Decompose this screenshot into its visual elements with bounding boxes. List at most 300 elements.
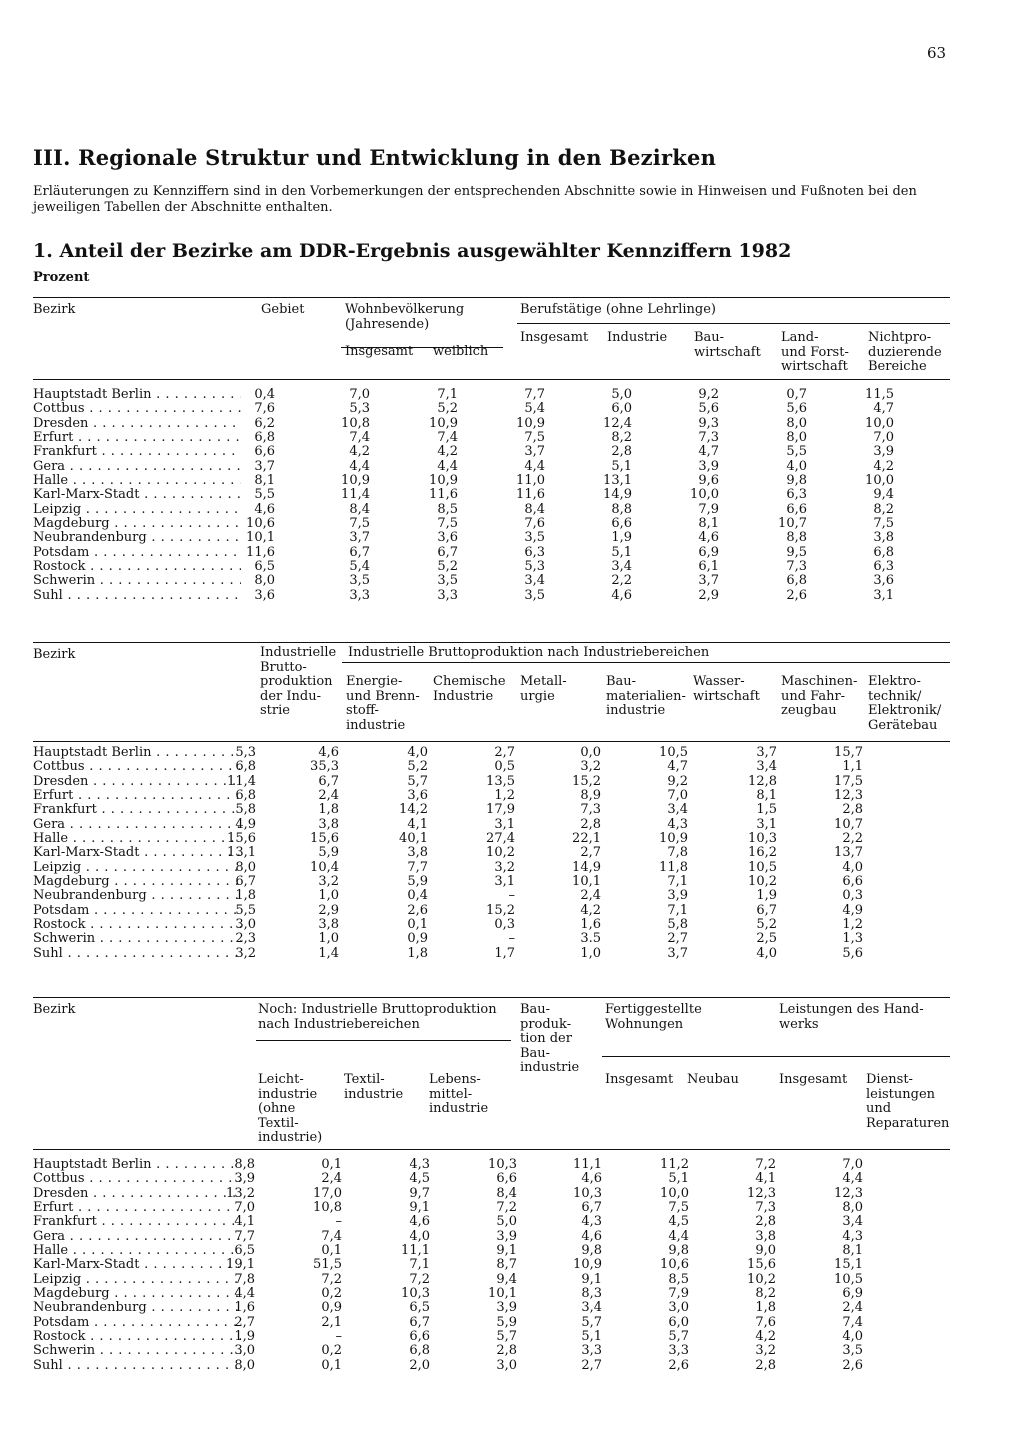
table-cell: 6,7 — [349, 544, 370, 560]
table-cell: 2,2 — [842, 830, 863, 846]
table-cell: 4,5 — [409, 1171, 430, 1187]
table-cell: 5,7 — [581, 1314, 602, 1330]
table-cell: 1,9 — [756, 888, 777, 904]
table-cell: 8,8 — [611, 501, 632, 517]
table-cell: 7,0 — [234, 1199, 255, 1215]
table-cell: 2,8 — [842, 802, 863, 818]
table-cell: 0,5 — [494, 759, 515, 775]
table-row — [33, 589, 950, 603]
table-cell: 11,5 — [865, 387, 894, 402]
bezirk-name: Hauptstadt Berlin . . . — [33, 388, 241, 402]
bezirk-name: Schwerin . . . — [33, 1344, 241, 1358]
table-cell: 7,6 — [755, 1314, 776, 1330]
span-rule — [256, 1040, 511, 1041]
table-cell: 2,4 — [842, 1300, 863, 1316]
table-cell: 8,4 — [524, 501, 545, 517]
table-cell: 6,0 — [611, 401, 632, 417]
table-cell: 0,2 — [321, 1285, 342, 1301]
header-bottom-rule — [33, 1149, 950, 1150]
table-row — [33, 932, 950, 946]
table-cell: 3,1 — [494, 816, 515, 832]
span-rule — [602, 1056, 950, 1057]
table-cell: 11,6 — [429, 487, 458, 503]
table-cell: 2,9 — [318, 902, 339, 918]
table-cell: 1,9 — [234, 1328, 255, 1344]
table-cell: 3,0 — [234, 1343, 255, 1359]
span-rule — [517, 323, 950, 324]
table-cell: 3,5 — [842, 1343, 863, 1359]
table-1 — [33, 297, 950, 607]
table-cell: 0,3 — [842, 888, 863, 904]
table-cell: 5,8 — [667, 916, 688, 932]
table-cell: 10,8 — [313, 1199, 342, 1215]
table-row — [33, 1344, 950, 1358]
table-cell: 7,4 — [321, 1228, 342, 1244]
table-cell: 9,8 — [581, 1242, 602, 1258]
table-cell: 10,2 — [748, 873, 777, 889]
table-cell: 6,2 — [254, 415, 275, 431]
table-cell: – — [508, 931, 515, 947]
table-cell: 17,9 — [486, 802, 515, 818]
table-cell: 7,7 — [407, 859, 428, 875]
table-cell: 3,0 — [668, 1300, 689, 1316]
table-cell: 6,1 — [698, 558, 719, 574]
table-cell: 8,0 — [786, 415, 807, 431]
table-cell: 5,2 — [437, 401, 458, 417]
table-cell: 3,6 — [254, 587, 275, 603]
table-cell: 4,2 — [349, 444, 370, 460]
header-wohnungen-neubau: Neubau — [687, 1072, 739, 1087]
table-cell: 1,8 — [755, 1300, 776, 1316]
table-row — [33, 1172, 950, 1186]
header-bezirk: Bezirk — [33, 647, 76, 662]
table-cell: 10,8 — [341, 415, 370, 431]
bezirk-name: Rostock . . . — [33, 560, 241, 574]
table-cell: 1,6 — [234, 1300, 255, 1316]
table-cell: 6,5 — [254, 558, 275, 574]
table-cell: 3,8 — [407, 845, 428, 861]
header-bauproduktion: Bau- produk- tion der Bau- industrie — [520, 1002, 580, 1075]
table-cell: 1,6 — [580, 916, 601, 932]
table-row — [33, 531, 950, 545]
table-cell: 4,0 — [842, 1328, 863, 1344]
intro-text: Erläuterungen zu Kennziffern sind in den Vorbemerkungen der entsprechenden Abschnitte sowie in Hinweisen und Fußnoten bei den jeweiligen Tabellen der Abschnitte enthalten. — [33, 184, 917, 215]
table-cell: 4,2 — [437, 444, 458, 460]
table-cell: 5,6 — [786, 401, 807, 417]
bezirk-name: Magdeburg . . . — [33, 875, 241, 889]
table-cell: 9,4 — [496, 1271, 517, 1287]
table-cell: 3,4 — [667, 802, 688, 818]
table-cell: 10,7 — [778, 515, 807, 531]
table-cell: 6,6 — [496, 1171, 517, 1187]
header-fertiggestellte-wohnungen: Fertiggestellte Wohnungen — [605, 1002, 702, 1032]
table-cell: 4,3 — [581, 1214, 602, 1230]
table-cell: 1,0 — [318, 931, 339, 947]
table-cell: 7,7 — [234, 1228, 255, 1244]
table-cell: – — [335, 1328, 342, 1344]
table-row — [33, 1316, 950, 1330]
bezirk-name: Cottbus . . . — [33, 1172, 241, 1186]
table-cell: 4,0 — [842, 859, 863, 875]
table-cell: 7,3 — [786, 558, 807, 574]
table-cell: 3,4 — [842, 1214, 863, 1230]
header-handwerk-insgesamt: Insgesamt — [779, 1072, 848, 1087]
table-cell: 7,9 — [668, 1285, 689, 1301]
table-cell: 8,1 — [254, 472, 275, 488]
table-cell: 4,7 — [873, 401, 894, 417]
table-cell: 8,9 — [580, 787, 601, 803]
table-cell: 4,6 — [254, 501, 275, 517]
table-cell: 6,5 — [234, 1242, 255, 1258]
table-row — [33, 560, 950, 574]
table-cell: 15,2 — [486, 902, 515, 918]
table-cell: 5,1 — [668, 1171, 689, 1187]
table-row — [33, 760, 950, 774]
header-elektrotechnik: Elektro- technik/ Elektronik/ Gerätebau — [868, 674, 942, 733]
table-cell: 0,9 — [407, 931, 428, 947]
table-row — [33, 503, 950, 517]
table-cell: 8,5 — [437, 501, 458, 517]
bezirk-name: Frankfurt . . . — [33, 803, 241, 817]
table-cell: 12,8 — [748, 773, 777, 789]
table-cell: 40,1 — [399, 830, 428, 846]
table-cell: 7,6 — [524, 515, 545, 531]
table-row — [33, 1230, 950, 1244]
table-cell: 3,6 — [437, 530, 458, 546]
table-cell: 2,5 — [756, 931, 777, 947]
table-cell: 10,2 — [486, 845, 515, 861]
table-cell: 5,8 — [235, 802, 256, 818]
table-cell: 4,1 — [407, 816, 428, 832]
header-maschinenbau: Maschinen- und Fahr- zeugbau — [781, 674, 858, 718]
table-cell: 8,3 — [581, 1285, 602, 1301]
table-cell: 5,9 — [318, 845, 339, 861]
table-3 — [33, 997, 950, 1377]
page-number: 63 — [927, 44, 947, 62]
table-cell: 10,7 — [834, 816, 863, 832]
table-row — [33, 1359, 950, 1373]
bezirk-name: Halle . . . — [33, 832, 241, 846]
header-wohn-insgesamt: Insgesamt — [345, 344, 414, 359]
table-cell: 51,5 — [313, 1257, 342, 1273]
table-cell: 2,7 — [234, 1314, 255, 1330]
table-cell: 9,0 — [755, 1242, 776, 1258]
table-top-rule — [33, 997, 950, 998]
table-cell: 7,4 — [349, 429, 370, 445]
table-cell: 10,1 — [572, 873, 601, 889]
table-cell: 7,3 — [755, 1199, 776, 1215]
table-cell: 14,9 — [603, 487, 632, 503]
table-cell: 3,7 — [349, 530, 370, 546]
table-cell: 8,8 — [786, 530, 807, 546]
table-row — [33, 1187, 950, 1201]
table-cell: 6,9 — [698, 544, 719, 560]
table-row — [33, 775, 950, 789]
table-cell: 7,5 — [873, 515, 894, 531]
bezirk-name: Neubrandenburg . . . — [33, 531, 241, 545]
table-cell: 2,7 — [581, 1357, 602, 1373]
table-cell: 7,9 — [698, 501, 719, 517]
table-cell: 10,9 — [516, 415, 545, 431]
table-row — [33, 445, 950, 459]
table-cell: 2,6 — [842, 1357, 863, 1373]
table-cell: 3,0 — [496, 1357, 517, 1373]
table-cell: 5,2 — [437, 558, 458, 574]
header-wohnungen-insgesamt: Insgesamt — [605, 1072, 674, 1087]
table-cell: 10,3 — [748, 830, 777, 846]
table-cell: 8,0 — [234, 1357, 255, 1373]
table-cell: 0,1 — [407, 916, 428, 932]
bezirk-name: Cottbus . . . — [33, 402, 241, 416]
table-cell: 3,7 — [524, 444, 545, 460]
table-cell: 6,8 — [873, 544, 894, 560]
table-cell: 6,7 — [437, 544, 458, 560]
table-cell: 1,8 — [318, 802, 339, 818]
table-cell: 7,2 — [496, 1199, 517, 1215]
bezirk-name: Gera . . . — [33, 818, 241, 832]
bezirk-name: Karl-Marx-Stadt . . . — [33, 1258, 241, 1272]
table-cell: 10,9 — [659, 830, 688, 846]
table-cell: 10,5 — [659, 745, 688, 760]
table-row — [33, 388, 950, 402]
header-leistungen-handwerk: Leistungen des Hand- werks — [779, 1002, 924, 1032]
table-cell: 3,6 — [873, 573, 894, 589]
bezirk-name: Cottbus . . . — [33, 760, 241, 774]
table-cell: 3,9 — [496, 1300, 517, 1316]
table-cell: 8,7 — [496, 1257, 517, 1273]
table-cell: 3,2 — [318, 873, 339, 889]
table-cell: 2,8 — [580, 816, 601, 832]
table-cell: 6,9 — [842, 1285, 863, 1301]
bezirk-name: Erfurt . . . — [33, 1201, 241, 1215]
table-cell: 6,3 — [873, 558, 894, 574]
table-cell: 2,1 — [321, 1314, 342, 1330]
table-cell: 4,4 — [349, 458, 370, 474]
section-title: III. Regionale Struktur und Entwicklung in den Bezirken — [33, 145, 717, 170]
table-row — [33, 474, 950, 488]
table-cell: 3,1 — [873, 587, 894, 603]
table-cell: 1,1 — [842, 759, 863, 775]
table-row — [33, 1258, 950, 1272]
table-row — [33, 875, 950, 889]
table-cell: 10,1 — [246, 530, 275, 546]
table-cell: 4,7 — [698, 444, 719, 460]
table-cell: 5,0 — [496, 1214, 517, 1230]
header-bezirk: Bezirk — [33, 302, 76, 317]
table-cell: 10,5 — [748, 859, 777, 875]
header-industrielle-bruttoproduktion: Industrielle Brutto- produktion der Indu- strie — [260, 645, 337, 718]
table-cell: 6,7 — [235, 873, 256, 889]
table-cell: 12,3 — [834, 1185, 863, 1201]
table-cell: 3,3 — [349, 587, 370, 603]
table-cell: 8,4 — [496, 1185, 517, 1201]
table-cell: 6,8 — [409, 1343, 430, 1359]
bezirk-name: Erfurt . . . — [33, 789, 241, 803]
table-cell: 9,1 — [496, 1242, 517, 1258]
table-cell: 7,5 — [349, 515, 370, 531]
table-2 — [33, 642, 950, 964]
table-cell: 11,6 — [246, 544, 275, 560]
table-cell: 10,9 — [429, 472, 458, 488]
table-row — [33, 889, 950, 903]
bezirk-name: Karl-Marx-Stadt . . . — [33, 846, 241, 860]
table-cell: 3,2 — [494, 859, 515, 875]
bezirk-name: Magdeburg . . . — [33, 517, 241, 531]
table-cell: 4,3 — [842, 1228, 863, 1244]
table-cell: 15,7 — [834, 745, 863, 760]
bezirk-name: Halle . . . — [33, 474, 241, 488]
table-cell: 2,8 — [755, 1357, 776, 1373]
table-cell: 4,6 — [581, 1228, 602, 1244]
table-cell: 3,3 — [668, 1343, 689, 1359]
table-cell: 0,1 — [321, 1242, 342, 1258]
table-cell: 11,1 — [401, 1242, 430, 1258]
table-cell: 5,5 — [786, 444, 807, 460]
table-row — [33, 1330, 950, 1344]
table-cell: 10,9 — [341, 472, 370, 488]
table-cell: 3,1 — [494, 873, 515, 889]
table-row — [33, 947, 950, 961]
header-chemie: Chemische Industrie — [433, 674, 506, 704]
table-cell: 4,4 — [437, 458, 458, 474]
table-cell: 8,4 — [349, 501, 370, 517]
table-cell: 0,2 — [321, 1343, 342, 1359]
table-cell: 3,0 — [235, 916, 256, 932]
table-cell: 8,1 — [698, 515, 719, 531]
table-cell: 7,5 — [437, 515, 458, 531]
table-cell: 5,7 — [668, 1328, 689, 1344]
table-cell: 15,1 — [834, 1257, 863, 1273]
header-wasserwirtschaft: Wasser- wirtschaft — [693, 674, 760, 704]
table-cell: 3,8 — [318, 816, 339, 832]
bezirk-name: Leipzig . . . — [33, 861, 241, 875]
table-cell: 6,5 — [409, 1300, 430, 1316]
bezirk-name: Hauptstadt Berlin . . . — [33, 1158, 241, 1172]
table-row — [33, 460, 950, 474]
table-row — [33, 918, 950, 932]
table-cell: 2,6 — [407, 902, 428, 918]
table-cell: 5,4 — [349, 558, 370, 574]
table-cell: 0,1 — [321, 1357, 342, 1373]
table-cell: 3,5 — [524, 530, 545, 546]
table-cell: 4,0 — [756, 945, 777, 961]
bezirk-name: Suhl . . . — [33, 589, 241, 603]
table-cell: 7,3 — [580, 802, 601, 818]
table-row — [33, 861, 950, 875]
table-cell: 1,9 — [611, 530, 632, 546]
table-cell: 2,6 — [668, 1357, 689, 1373]
header-beruf-land-forst: Land- und Forst- wirtschaft — [781, 330, 849, 374]
table-cell: 3,8 — [755, 1228, 776, 1244]
unit-label: Prozent — [33, 270, 90, 285]
table-cell: 4,4 — [668, 1228, 689, 1244]
table-cell: 1,3 — [842, 931, 863, 947]
table-cell: 6,3 — [524, 544, 545, 560]
table-cell: 10,3 — [488, 1157, 517, 1172]
bezirk-name: Frankfurt . . . — [33, 1215, 241, 1229]
table-cell: 6,7 — [318, 773, 339, 789]
table-cell: 11,4 — [341, 487, 370, 503]
table-cell: 1,0 — [580, 945, 601, 961]
table-cell: 15,6 — [227, 830, 256, 846]
header-bezirk: Bezirk — [33, 1002, 76, 1017]
table-cell: 2,8 — [496, 1343, 517, 1359]
table-cell: 9,2 — [698, 387, 719, 402]
table-cell: 2,3 — [235, 931, 256, 947]
table-cell: 6,0 — [668, 1314, 689, 1330]
table-cell: 4,6 — [318, 745, 339, 760]
table-cell: 4,4 — [234, 1285, 255, 1301]
table-cell: 9,5 — [786, 544, 807, 560]
table-cell: 5,5 — [235, 902, 256, 918]
bezirk-name: Magdeburg . . . — [33, 1287, 241, 1301]
table-cell: 2,7 — [580, 845, 601, 861]
table-cell: 4,1 — [755, 1171, 776, 1187]
table-cell: 3,5 — [349, 573, 370, 589]
table-row — [33, 1201, 950, 1215]
table-cell: 1,4 — [318, 945, 339, 961]
table-row — [33, 546, 950, 560]
table-cell: 13,5 — [486, 773, 515, 789]
table-row — [33, 904, 950, 918]
bezirk-name: Rostock . . . — [33, 918, 241, 932]
table-cell: 4,9 — [235, 816, 256, 832]
table-cell: 5,1 — [581, 1328, 602, 1344]
table-cell: 10,9 — [573, 1257, 602, 1273]
table-cell: 4,2 — [873, 458, 894, 474]
table-cell: 27,4 — [486, 830, 515, 846]
table-cell: 6,6 — [409, 1328, 430, 1344]
table-cell: 8,5 — [668, 1271, 689, 1287]
table-cell: 5,7 — [407, 773, 428, 789]
table-cell: 7,0 — [667, 787, 688, 803]
table-row — [33, 417, 950, 431]
table-cell: 10,0 — [660, 1185, 689, 1201]
table-cell: 1,7 — [494, 945, 515, 961]
table-cell: 1,2 — [494, 787, 515, 803]
header-wohnbevoelkerung: Wohnbevölkerung (Jahresende) — [345, 302, 465, 332]
table-cell: 8,2 — [873, 501, 894, 517]
table-cell: 3,5 — [437, 573, 458, 589]
table-cell: 3,4 — [756, 759, 777, 775]
table-cell: 10,2 — [747, 1271, 776, 1287]
table-cell: 10,9 — [429, 415, 458, 431]
table-cell: 6,7 — [756, 902, 777, 918]
table-cell: 0,4 — [407, 888, 428, 904]
bezirk-name: Hauptstadt Berlin . . . — [33, 746, 241, 760]
header-gebiet: Gebiet — [261, 302, 305, 317]
header-lebensmittelindustrie: Lebens- mittel- industrie — [429, 1072, 489, 1116]
table-cell: 6,8 — [235, 787, 256, 803]
table-cell: 6,7 — [581, 1199, 602, 1215]
table-cell: 7,5 — [668, 1199, 689, 1215]
table-cell: 4,3 — [667, 816, 688, 832]
table-row — [33, 402, 950, 416]
table-cell: 9,7 — [409, 1185, 430, 1201]
bezirk-name: Neubrandenburg . . . — [33, 889, 241, 903]
bezirk-name: Suhl . . . — [33, 1359, 241, 1373]
table-cell: 2,2 — [611, 573, 632, 589]
table-cell: 4,0 — [409, 1228, 430, 1244]
table-row — [33, 818, 950, 832]
table-cell: 6,7 — [409, 1314, 430, 1330]
table-cell: – — [335, 1214, 342, 1230]
table-cell: 9,3 — [698, 415, 719, 431]
table-top-rule — [33, 297, 950, 298]
table-cell: 3,7 — [756, 745, 777, 760]
table-cell: 10,0 — [865, 472, 894, 488]
table-cell: 2,8 — [611, 444, 632, 460]
